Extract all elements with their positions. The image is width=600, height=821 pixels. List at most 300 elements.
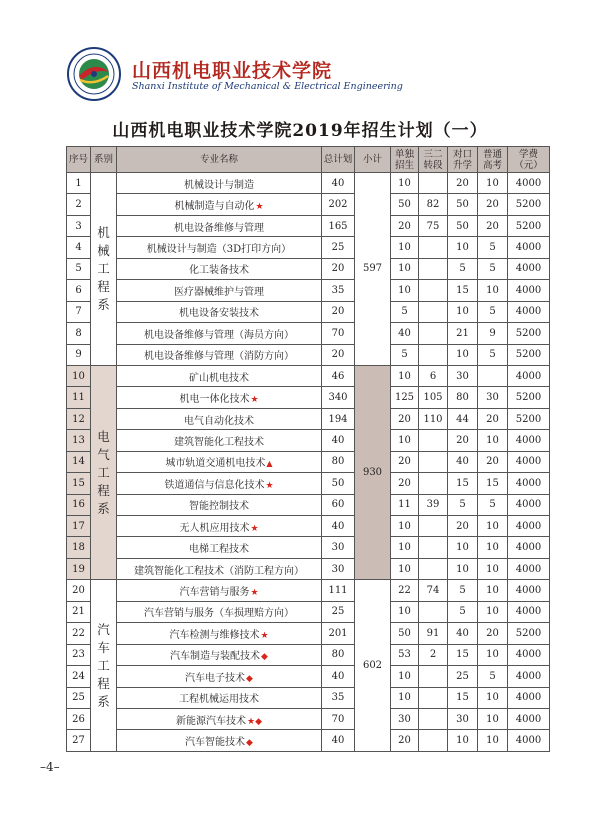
major-name: 智能控制技术 — [189, 501, 249, 513]
single-admission-cell: 10 — [391, 537, 419, 558]
major-name: 机电设备维修与管理（海员方向） — [144, 329, 294, 341]
table-row — [67, 666, 550, 687]
three-two-cell — [419, 730, 448, 751]
header-col-seq: 序号 — [67, 147, 91, 173]
major-cell — [117, 558, 322, 579]
major-name: 机械设计与制造 — [184, 179, 254, 191]
three-two-cell: 75 — [419, 215, 448, 236]
single-admission-cell: 10 — [391, 365, 419, 386]
major-cell — [117, 258, 322, 279]
major-cell — [117, 708, 322, 729]
star-diamond-mark-icon: ★◆ — [247, 716, 262, 727]
major-name: 汽车智能技术 — [185, 737, 246, 749]
major-cell — [117, 494, 322, 515]
tuition-cell: 4000 — [508, 558, 550, 579]
vocational-cell: 10 — [448, 537, 478, 558]
tuition-cell: 5200 — [508, 215, 550, 236]
table-row — [67, 687, 550, 708]
tuition-cell: 4000 — [508, 687, 550, 708]
single-admission-cell: 10 — [391, 516, 419, 537]
total-plan-cell: 30 — [322, 558, 355, 579]
seq-cell: 10 — [67, 365, 91, 386]
tuition-cell: 4000 — [508, 473, 550, 494]
tuition-cell: 4000 — [508, 494, 550, 515]
vocational-cell: 30 — [448, 365, 478, 386]
seq-cell: 8 — [67, 323, 91, 344]
three-two-cell — [419, 473, 448, 494]
table-row — [67, 601, 550, 622]
three-two-cell: 2 — [419, 644, 448, 665]
school-logo — [66, 46, 122, 102]
single-admission-cell: 11 — [391, 494, 419, 515]
gaokao-cell: 10 — [478, 644, 508, 665]
department-cell: 机 械 工 程 系 — [91, 173, 117, 366]
vocational-cell: 5 — [448, 258, 478, 279]
gaokao-cell: 20 — [478, 451, 508, 472]
single-admission-cell: 50 — [391, 194, 419, 215]
seq-cell: 21 — [67, 601, 91, 622]
gaokao-cell: 10 — [478, 708, 508, 729]
vocational-cell: 5 — [448, 601, 478, 622]
single-admission-cell: 20 — [391, 408, 419, 429]
major-name: 建筑智能化工程技术 — [174, 436, 264, 448]
major-cell — [117, 387, 322, 408]
three-two-cell: 39 — [419, 494, 448, 515]
table-row — [67, 408, 550, 429]
three-two-cell — [419, 344, 448, 365]
total-plan-cell: 70 — [322, 323, 355, 344]
subtotal-cell: 597 — [355, 173, 391, 366]
seq-cell: 5 — [67, 258, 91, 279]
single-admission-cell: 10 — [391, 280, 419, 301]
total-plan-cell: 40 — [322, 516, 355, 537]
three-two-cell — [419, 451, 448, 472]
total-plan-cell: 194 — [322, 408, 355, 429]
three-two-cell — [419, 323, 448, 344]
tuition-cell: 5200 — [508, 344, 550, 365]
gaokao-cell: 10 — [478, 558, 508, 579]
major-cell — [117, 408, 322, 429]
major-cell — [117, 666, 322, 687]
total-plan-cell: 70 — [322, 708, 355, 729]
major-cell — [117, 194, 322, 215]
page-number: –4– — [40, 760, 60, 774]
major-name: 汽车制造与装配技术 — [170, 651, 261, 663]
seq-cell: 23 — [67, 644, 91, 665]
gaokao-cell: 5 — [478, 666, 508, 687]
table-row — [67, 708, 550, 729]
header-col-single-admission: 单独 招生 — [391, 147, 419, 173]
tuition-cell: 4000 — [508, 237, 550, 258]
seq-cell: 26 — [67, 708, 91, 729]
table-row — [67, 258, 550, 279]
seq-cell: 14 — [67, 451, 91, 472]
vocational-cell: 15 — [448, 687, 478, 708]
vocational-cell: 50 — [448, 215, 478, 236]
diamond-mark-icon: ◆ — [246, 673, 253, 684]
three-two-cell — [419, 666, 448, 687]
vocational-cell: 21 — [448, 323, 478, 344]
vocational-cell: 5 — [448, 580, 478, 601]
three-two-cell — [419, 687, 448, 708]
total-plan-cell: 40 — [322, 173, 355, 194]
table-row — [67, 644, 550, 665]
gaokao-cell: 5 — [478, 494, 508, 515]
major-cell — [117, 601, 322, 622]
gaokao-cell: 15 — [478, 473, 508, 494]
seq-cell: 9 — [67, 344, 91, 365]
three-two-cell — [419, 237, 448, 258]
major-name: 电梯工程技术 — [189, 544, 249, 556]
total-plan-cell: 30 — [322, 537, 355, 558]
total-plan-cell: 340 — [322, 387, 355, 408]
header-col-subtotal: 小计 — [355, 147, 391, 173]
major-cell — [117, 580, 322, 601]
major-name: 城市轨道交通机电技术 — [165, 458, 266, 470]
seq-cell: 4 — [67, 237, 91, 258]
gaokao-cell: 5 — [478, 301, 508, 322]
seq-cell: 3 — [67, 215, 91, 236]
header-col-three-two: 三二 转段 — [419, 147, 448, 173]
three-two-cell: 82 — [419, 194, 448, 215]
major-name: 机电设备维修与管理（消防方向） — [144, 351, 294, 363]
total-plan-cell: 20 — [322, 344, 355, 365]
single-admission-cell: 20 — [391, 730, 419, 751]
major-name: 汽车电子技术 — [185, 672, 246, 684]
major-cell — [117, 730, 322, 751]
single-admission-cell: 10 — [391, 687, 419, 708]
major-name: 机电一体化技术 — [179, 394, 250, 406]
single-admission-cell: 10 — [391, 258, 419, 279]
vocational-cell: 10 — [448, 237, 478, 258]
gaokao-cell: 10 — [478, 516, 508, 537]
seq-cell: 25 — [67, 687, 91, 708]
vocational-cell: 20 — [448, 173, 478, 194]
gaokao-cell: 20 — [478, 623, 508, 644]
major-name: 汽车营销与服务（车损理赔方向） — [144, 608, 294, 620]
diamond-mark-icon: ◆ — [246, 738, 253, 749]
single-admission-cell: 20 — [391, 215, 419, 236]
table-row — [67, 173, 550, 194]
tuition-cell: 5200 — [508, 623, 550, 644]
table-row — [67, 301, 550, 322]
total-plan-cell: 46 — [322, 365, 355, 386]
three-two-cell: 91 — [419, 623, 448, 644]
seq-cell: 7 — [67, 301, 91, 322]
major-cell — [117, 344, 322, 365]
vocational-cell: 15 — [448, 644, 478, 665]
seq-cell: 20 — [67, 580, 91, 601]
gaokao-cell: 10 — [478, 280, 508, 301]
table-row — [67, 237, 550, 258]
major-name: 铁道通信与信息化技术 — [164, 479, 265, 491]
header-col-major: 专业名称 — [117, 147, 322, 173]
seq-cell: 27 — [67, 730, 91, 751]
total-plan-cell: 35 — [322, 280, 355, 301]
triangle-mark-icon: ▲ — [266, 459, 273, 469]
gaokao-cell: 10 — [478, 730, 508, 751]
vocational-cell: 30 — [448, 708, 478, 729]
total-plan-cell: 80 — [322, 644, 355, 665]
major-name: 医疗器械维护与管理 — [174, 286, 264, 298]
gaokao-cell: 30 — [478, 387, 508, 408]
major-cell — [117, 301, 322, 322]
major-name: 电气自动化技术 — [184, 415, 254, 427]
single-admission-cell: 5 — [391, 301, 419, 322]
seq-cell: 18 — [67, 537, 91, 558]
vocational-cell: 25 — [448, 666, 478, 687]
major-cell — [117, 237, 322, 258]
gaokao-cell: 10 — [478, 537, 508, 558]
seq-cell: 17 — [67, 516, 91, 537]
seq-cell: 2 — [67, 194, 91, 215]
header-col-department: 系别 — [91, 147, 117, 173]
major-name: 机械设计与制造（3D打印方向） — [146, 244, 292, 256]
table-row — [67, 537, 550, 558]
single-admission-cell: 20 — [391, 451, 419, 472]
major-name: 机电设备安装技术 — [179, 308, 259, 320]
total-plan-cell: 25 — [322, 237, 355, 258]
single-admission-cell: 5 — [391, 344, 419, 365]
total-plan-cell: 40 — [322, 666, 355, 687]
gaokao-cell: 10 — [478, 173, 508, 194]
major-cell — [117, 516, 322, 537]
enrollment-plan-table — [66, 146, 550, 752]
tuition-cell: 4000 — [508, 280, 550, 301]
school-name-cn: 山西机电职业技术学院 — [132, 60, 333, 82]
major-cell — [117, 623, 322, 644]
three-two-cell: 74 — [419, 580, 448, 601]
major-cell — [117, 430, 322, 451]
total-plan-cell: 40 — [322, 430, 355, 451]
tuition-cell: 4000 — [508, 537, 550, 558]
table-row — [67, 580, 550, 601]
total-plan-cell: 50 — [322, 473, 355, 494]
gaokao-cell: 5 — [478, 237, 508, 258]
major-name: 汽车营销与服务 — [179, 587, 250, 599]
header-col-vocational: 对口 升学 — [448, 147, 478, 173]
table-row — [67, 323, 550, 344]
three-two-cell: 6 — [419, 365, 448, 386]
seq-cell: 6 — [67, 280, 91, 301]
vocational-cell: 40 — [448, 451, 478, 472]
vocational-cell: 10 — [448, 344, 478, 365]
three-two-cell — [419, 516, 448, 537]
single-admission-cell: 10 — [391, 173, 419, 194]
major-name: 新能源汽车技术 — [176, 715, 246, 727]
major-cell — [117, 173, 322, 194]
gaokao-cell: 10 — [478, 687, 508, 708]
subtotal-cell: 930 — [355, 365, 391, 579]
total-plan-cell: 202 — [322, 194, 355, 215]
total-plan-cell: 35 — [322, 687, 355, 708]
table-header-row — [67, 147, 550, 173]
vocational-cell: 40 — [448, 623, 478, 644]
table-row — [67, 215, 550, 236]
gaokao-cell: 9 — [478, 323, 508, 344]
three-two-cell — [419, 708, 448, 729]
tuition-cell: 4000 — [508, 516, 550, 537]
single-admission-cell: 10 — [391, 601, 419, 622]
major-cell — [117, 280, 322, 301]
tuition-cell: 4000 — [508, 430, 550, 451]
table-row — [67, 387, 550, 408]
seq-cell: 15 — [67, 473, 91, 494]
star-mark-icon: ★ — [250, 588, 259, 599]
three-two-cell — [419, 537, 448, 558]
table-body — [67, 173, 550, 752]
three-two-cell: 105 — [419, 387, 448, 408]
major-name: 工程机械运用技术 — [179, 694, 259, 706]
major-name: 无人机应用技术 — [179, 522, 250, 534]
seq-cell: 22 — [67, 623, 91, 644]
seq-cell: 19 — [67, 558, 91, 579]
single-admission-cell: 10 — [391, 558, 419, 579]
three-two-cell — [419, 601, 448, 622]
three-two-cell — [419, 258, 448, 279]
single-admission-cell: 10 — [391, 666, 419, 687]
gaokao-cell: 20 — [478, 194, 508, 215]
vocational-cell: 5 — [448, 494, 478, 515]
gaokao-cell: 20 — [478, 408, 508, 429]
major-cell — [117, 215, 322, 236]
tuition-cell: 4000 — [508, 601, 550, 622]
tuition-cell: 4000 — [508, 580, 550, 601]
table-row — [67, 623, 550, 644]
single-admission-cell: 50 — [391, 623, 419, 644]
total-plan-cell: 165 — [322, 215, 355, 236]
gaokao-cell: 5 — [478, 258, 508, 279]
tuition-cell: 4000 — [508, 666, 550, 687]
table-row — [67, 516, 550, 537]
seq-cell: 11 — [67, 387, 91, 408]
vocational-cell: 44 — [448, 408, 478, 429]
tuition-cell: 4000 — [508, 365, 550, 386]
department-cell: 汽 车 工 程 系 — [91, 580, 117, 752]
major-cell — [117, 473, 322, 494]
star-mark-icon: ★ — [250, 395, 259, 406]
star-mark-icon: ★ — [260, 630, 269, 641]
school-name-en: Shanxi Institute of Mechanical & Electrical Engineering — [132, 81, 403, 92]
department-cell: 电 气 工 程 系 — [91, 365, 117, 579]
total-plan-cell: 20 — [322, 258, 355, 279]
major-name: 化工装备技术 — [189, 265, 249, 277]
vocational-cell: 20 — [448, 516, 478, 537]
total-plan-cell: 60 — [322, 494, 355, 515]
table-row — [67, 730, 550, 751]
total-plan-cell: 20 — [322, 301, 355, 322]
seq-cell: 13 — [67, 430, 91, 451]
single-admission-cell: 22 — [391, 580, 419, 601]
tuition-cell: 5200 — [508, 387, 550, 408]
subtotal-cell: 602 — [355, 580, 391, 752]
total-plan-cell: 111 — [322, 580, 355, 601]
three-two-cell — [419, 430, 448, 451]
seq-cell: 24 — [67, 666, 91, 687]
three-two-cell: 110 — [419, 408, 448, 429]
total-plan-cell: 40 — [322, 730, 355, 751]
vocational-cell: 50 — [448, 194, 478, 215]
gaokao-cell: 10 — [478, 430, 508, 451]
single-admission-cell: 10 — [391, 237, 419, 258]
vocational-cell: 80 — [448, 387, 478, 408]
vocational-cell: 15 — [448, 473, 478, 494]
single-admission-cell: 125 — [391, 387, 419, 408]
total-plan-cell: 201 — [322, 623, 355, 644]
vocational-cell: 10 — [448, 730, 478, 751]
total-plan-cell: 25 — [322, 601, 355, 622]
tuition-cell: 4000 — [508, 173, 550, 194]
tuition-cell: 5200 — [508, 408, 550, 429]
star-mark-icon: ★ — [265, 480, 274, 491]
header-col-tuition: 学费 （元） — [508, 147, 550, 173]
star-mark-icon: ★ — [250, 523, 259, 534]
table-row — [67, 494, 550, 515]
single-admission-cell: 53 — [391, 644, 419, 665]
table-row — [67, 451, 550, 472]
single-admission-cell: 40 — [391, 323, 419, 344]
vocational-cell: 10 — [448, 301, 478, 322]
header-col-total-plan: 总计划 — [322, 147, 355, 173]
gaokao-cell: 10 — [478, 601, 508, 622]
single-admission-cell: 10 — [391, 430, 419, 451]
tuition-cell: 4000 — [508, 644, 550, 665]
major-name: 矿山机电技术 — [189, 372, 249, 384]
header-col-gaokao: 普通 高考 — [478, 147, 508, 173]
major-cell — [117, 365, 322, 386]
three-two-cell — [419, 558, 448, 579]
table-row — [67, 344, 550, 365]
page-title: 山西机电职业技术学院2019年招生计划（一） — [112, 121, 488, 141]
tuition-cell: 5200 — [508, 194, 550, 215]
major-cell — [117, 323, 322, 344]
table-row — [67, 430, 550, 451]
major-name: 机电设备维修与管理 — [174, 222, 264, 234]
tuition-cell: 5200 — [508, 323, 550, 344]
tuition-cell: 4000 — [508, 708, 550, 729]
seq-cell: 12 — [67, 408, 91, 429]
star-mark-icon: ★ — [255, 202, 264, 213]
three-two-cell — [419, 301, 448, 322]
table-row — [67, 558, 550, 579]
gaokao-cell: 5 — [478, 344, 508, 365]
major-name: 机械制造与自动化 — [174, 201, 255, 213]
tuition-cell: 4000 — [508, 258, 550, 279]
seq-cell: 1 — [67, 173, 91, 194]
major-cell — [117, 687, 322, 708]
seq-cell: 16 — [67, 494, 91, 515]
major-cell — [117, 451, 322, 472]
tuition-cell: 4000 — [508, 730, 550, 751]
gaokao-cell: 10 — [478, 580, 508, 601]
three-two-cell — [419, 173, 448, 194]
major-name: 汽车检测与维修技术 — [169, 629, 260, 641]
tuition-cell: 4000 — [508, 301, 550, 322]
major-cell — [117, 644, 322, 665]
single-admission-cell: 20 — [391, 473, 419, 494]
major-name: 建筑智能化工程技术（消防工程方向） — [134, 565, 304, 577]
diamond-mark-icon: ◆ — [261, 652, 268, 663]
vocational-cell: 15 — [448, 280, 478, 301]
vocational-cell: 20 — [448, 430, 478, 451]
table-row — [67, 280, 550, 301]
table-row — [67, 473, 550, 494]
table-row — [67, 194, 550, 215]
tuition-cell: 4000 — [508, 451, 550, 472]
table-row — [67, 365, 550, 386]
gaokao-cell — [478, 365, 508, 386]
gaokao-cell: 20 — [478, 215, 508, 236]
